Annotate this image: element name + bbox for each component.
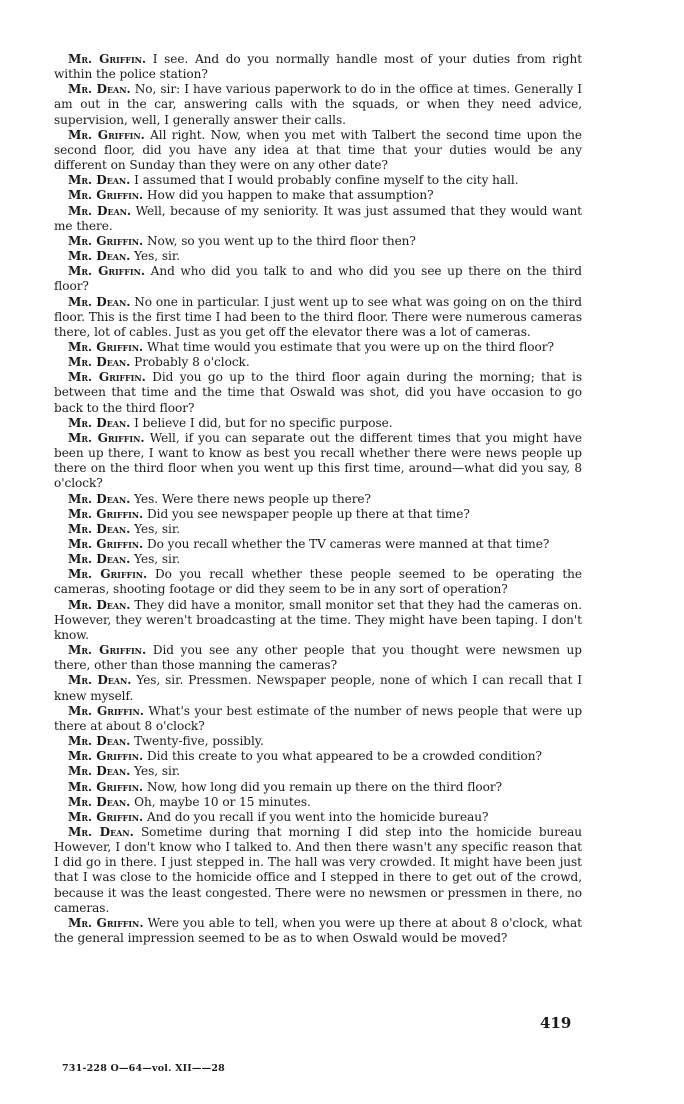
speaker-name: Mr. Dean. xyxy=(68,82,131,97)
speaker-name: Mr. Griffin. xyxy=(68,430,145,445)
speaker-name: Mr. Griffin. xyxy=(68,643,147,658)
testimony-text: What time would you estimate that you were up on the third floor? xyxy=(147,339,554,354)
speaker-name: Mr. Dean. xyxy=(68,521,131,536)
speaker-name: Mr. Griffin. xyxy=(68,779,144,794)
testimony-text: Yes, sir. xyxy=(134,764,181,779)
testimony-text: And who did you talk to and who did you see up there on the third floor? xyxy=(54,264,582,294)
speaker-name: Mr. Dean. xyxy=(68,824,134,839)
testimony-text: No one in particular. I just went up to see what was going on on the third floor. This is the first time I had been to the third floor. There were numerous cameras there, lot of cables. Just as you get off the elevator there was a lot of cameras. xyxy=(54,294,582,339)
testimony-paragraph xyxy=(54,704,582,734)
testimony-paragraph xyxy=(54,249,582,264)
testimony-text: Well, if you can separate out the different times that you might have been up there, I want to know as best you recall whether there were news people up there on the third floor when you went up this first time, around—what did you say, 8 o'clock? xyxy=(54,430,582,491)
testimony-paragraph xyxy=(54,567,582,597)
testimony-text: How did you happen to make that assumption? xyxy=(147,188,434,203)
testimony-text: All right. Now, when you met with Talbert the second time upon the second floor, did you have any idea at that time that your duties would be any different on Sunday than they were on any other date? xyxy=(54,127,582,173)
speaker-name: Mr. Dean. xyxy=(68,203,132,218)
testimony-paragraph xyxy=(54,264,582,294)
testimony-text: Do you recall whether the TV cameras were manned at that time? xyxy=(147,537,550,551)
speaker-name: Mr. Griffin. xyxy=(68,233,144,248)
speaker-name: Mr. Dean. xyxy=(68,597,131,612)
testimony-paragraph xyxy=(54,82,582,127)
testimony-paragraph xyxy=(54,643,582,673)
speaker-name: Mr. Griffin. xyxy=(68,809,144,824)
testimony-paragraph xyxy=(54,810,582,825)
testimony-paragraph xyxy=(54,431,582,492)
testimony-text: Yes, sir. xyxy=(134,249,181,264)
testimony-text: Oh, maybe 10 or 15 minutes. xyxy=(134,794,311,809)
testimony-paragraph xyxy=(54,749,582,764)
speaker-name: Mr. Dean. xyxy=(68,249,131,264)
speaker-name: Mr. Dean. xyxy=(68,294,131,309)
testimony-paragraph xyxy=(54,537,582,552)
testimony-paragraph xyxy=(54,52,582,82)
testimony-paragraph xyxy=(54,370,582,415)
testimony-text: Did this create to you what appeared to be a crowded condition? xyxy=(147,749,542,764)
testimony-paragraph xyxy=(54,492,582,507)
testimony-paragraph xyxy=(54,188,582,203)
speaker-name: Mr. Griffin. xyxy=(68,339,144,354)
speaker-name: Mr. Griffin. xyxy=(68,567,148,582)
testimony-paragraph xyxy=(54,204,582,234)
speaker-name: Mr. Dean. xyxy=(68,552,131,567)
testimony-text: Do you recall whether these people seemed to be operating the cameras, shooting footage or did they seem to be in any sort of operation? xyxy=(54,567,583,597)
testimony-text: Sometime during that morning I did step into the homicide bureau However, I don't know who I talked to. And then there wasn't any specific reason that I did go in there. I just stepped in. The hall was very crowded. It might have been just that I was close to the homicide office and I stepped in there to get out of the crowd, because it was the least congested. There were no newsmen or pressmen in there, no cameras. xyxy=(54,824,583,915)
speaker-name: Mr. Griffin. xyxy=(68,506,144,521)
speaker-name: Mr. Griffin. xyxy=(68,188,144,203)
testimony-text: Did you see newspaper people up there at that time? xyxy=(147,506,470,521)
testimony-text: Did you see any other people that you thought were newsmen up there, other than those manning the cameras? xyxy=(54,643,582,673)
testimony-paragraph xyxy=(54,673,582,703)
testimony-text: I believe I did, but for no specific purpose. xyxy=(134,415,393,430)
speaker-name: Mr. Griffin. xyxy=(68,264,146,279)
testimony-paragraph xyxy=(54,173,582,188)
transcript-body xyxy=(54,52,582,946)
testimony-paragraph xyxy=(54,552,582,567)
testimony-text: No, sir: I have various paperwork to do in the office at times. Generally I am out in the car, answering calls with the squads, or when they need advice, supervision, well, I generally answer their calls. xyxy=(54,82,583,127)
testimony-paragraph xyxy=(54,780,582,795)
testimony-text: They did have a monitor, small monitor set that they had the cameras on. However, they weren't broadcasting at the time. They might have been taping. I don't know. xyxy=(54,597,582,642)
speaker-name: Mr. Dean. xyxy=(68,794,131,809)
speaker-name: Mr. Griffin. xyxy=(68,749,144,764)
testimony-text: Now, how long did you remain up there on the third floor? xyxy=(147,779,503,794)
testimony-paragraph xyxy=(54,598,582,643)
testimony-text: I assumed that I would probably confine myself to the city hall. xyxy=(134,173,519,188)
speaker-name: Mr. Griffin. xyxy=(68,703,144,718)
speaker-name: Mr. Griffin. xyxy=(68,915,144,930)
speaker-name: Mr. Dean. xyxy=(68,491,131,506)
speaker-name: Mr. Dean. xyxy=(68,734,131,749)
speaker-name: Mr. Dean. xyxy=(68,764,131,779)
speaker-name: Mr. Dean. xyxy=(68,673,132,688)
speaker-name: Mr. Dean. xyxy=(68,173,131,188)
testimony-text: Now, so you went up to the third floor then? xyxy=(147,233,416,248)
testimony-paragraph xyxy=(54,734,582,749)
testimony-text: Well, because of my seniority. It was just assumed that they would want me there. xyxy=(54,203,582,233)
testimony-paragraph xyxy=(54,916,582,946)
testimony-paragraph xyxy=(54,128,582,173)
testimony-text: Yes. Were there news people up there? xyxy=(134,491,371,506)
testimony-paragraph xyxy=(54,764,582,779)
testimony-text: I see. And do you normally handle most of your duties from right within the police station? xyxy=(54,52,583,82)
testimony-text: What's your best estimate of the number of news people that were up there at about 8 o'clock? xyxy=(54,703,583,733)
speaker-name: Mr. Griffin. xyxy=(68,52,147,66)
testimony-text: Yes, sir. Pressmen. Newspaper people, none of which I can recall that I knew myself. xyxy=(54,673,583,703)
testimony-text: Probably 8 o'clock. xyxy=(134,355,250,370)
print-footer: 731-228 O—64—vol. XII——28 xyxy=(62,1063,225,1074)
testimony-paragraph xyxy=(54,355,582,370)
speaker-name: Mr. Griffin. xyxy=(68,127,145,142)
testimony-text: Yes, sir. xyxy=(134,552,181,567)
testimony-paragraph xyxy=(54,340,582,355)
testimony-text: And do you recall if you went into the homicide bureau? xyxy=(147,809,489,824)
testimony-paragraph xyxy=(54,825,582,916)
testimony-paragraph xyxy=(54,795,582,810)
page-number: 419 xyxy=(540,1014,572,1032)
speaker-name: Mr. Dean. xyxy=(68,415,131,430)
testimony-text: Were you able to tell, when you were up there at about 8 o'clock, what the general impression seemed to be as to when Oswald would be moved? xyxy=(54,915,582,946)
speaker-name: Mr. Griffin. xyxy=(68,370,146,385)
testimony-paragraph xyxy=(54,295,582,340)
testimony-text: Yes, sir. xyxy=(134,521,181,536)
testimony-paragraph xyxy=(54,416,582,431)
speaker-name: Mr. Griffin. xyxy=(68,537,144,551)
testimony-text: Did you go up to the third floor again during the morning; that is between that time and the time that Oswald was shot, did you have occasion to go back to the third floor? xyxy=(54,370,583,415)
speaker-name: Mr. Dean. xyxy=(68,355,131,370)
testimony-text: Twenty-five, possibly. xyxy=(134,734,264,749)
testimony-paragraph xyxy=(54,522,582,537)
testimony-paragraph xyxy=(54,507,582,522)
testimony-paragraph xyxy=(54,234,582,249)
